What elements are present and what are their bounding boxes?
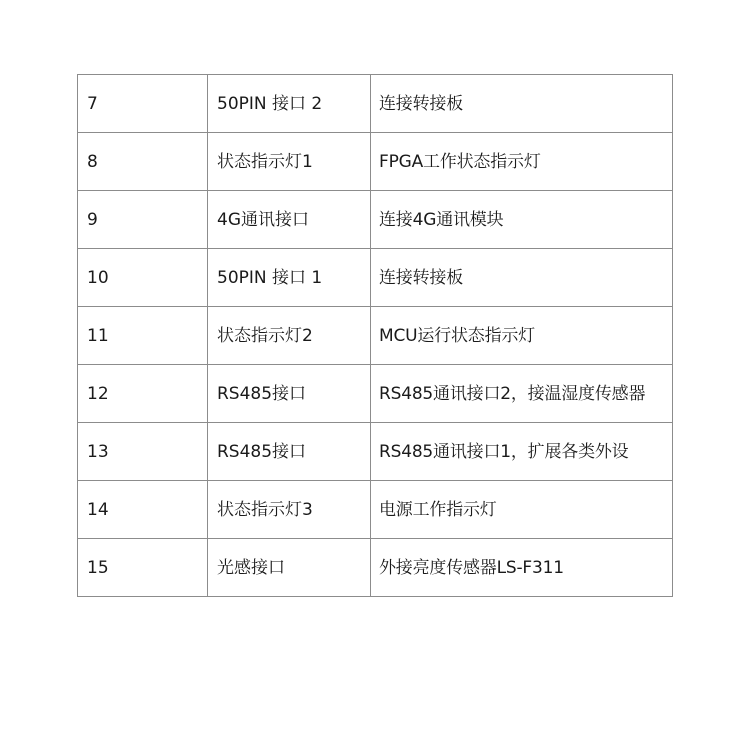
- row-number: 10: [78, 249, 208, 307]
- interface-name: 50PIN 接口 2: [208, 75, 371, 133]
- row-number: 7: [78, 75, 208, 133]
- row-number: 8: [78, 133, 208, 191]
- table-row: [78, 423, 673, 481]
- interface-spec-table: [77, 74, 673, 597]
- table-row: [78, 365, 673, 423]
- interface-name: 光感接口: [208, 539, 371, 597]
- interface-name: RS485接口: [208, 365, 371, 423]
- interface-name: 4G通讯接口: [208, 191, 371, 249]
- row-number: 15: [78, 539, 208, 597]
- row-number: 12: [78, 365, 208, 423]
- interface-description: FPGA工作状态指示灯: [371, 133, 673, 191]
- row-number: 14: [78, 481, 208, 539]
- table-row: [78, 133, 673, 191]
- interface-description: MCU运行状态指示灯: [371, 307, 673, 365]
- interface-name: 50PIN 接口 1: [208, 249, 371, 307]
- interface-description: 电源工作指示灯: [371, 481, 673, 539]
- interface-description: RS485通讯接口1，扩展各类外设: [371, 423, 673, 481]
- interface-name: 状态指示灯2: [208, 307, 371, 365]
- row-number: 11: [78, 307, 208, 365]
- interface-description: 外接亮度传感器LS-F311: [371, 539, 673, 597]
- interface-description: RS485通讯接口2，接温湿度传感器: [371, 365, 673, 423]
- interface-description: 连接4G通讯模块: [371, 191, 673, 249]
- table-row: [78, 191, 673, 249]
- table-row: [78, 539, 673, 597]
- table-row: [78, 307, 673, 365]
- interface-name: 状态指示灯1: [208, 133, 371, 191]
- table-row: [78, 75, 673, 133]
- interface-name: 状态指示灯3: [208, 481, 371, 539]
- table-row: [78, 481, 673, 539]
- row-number: 13: [78, 423, 208, 481]
- interface-name: RS485接口: [208, 423, 371, 481]
- interface-description: 连接转接板: [371, 249, 673, 307]
- row-number: 9: [78, 191, 208, 249]
- table-row: [78, 249, 673, 307]
- interface-description: 连接转接板: [371, 75, 673, 133]
